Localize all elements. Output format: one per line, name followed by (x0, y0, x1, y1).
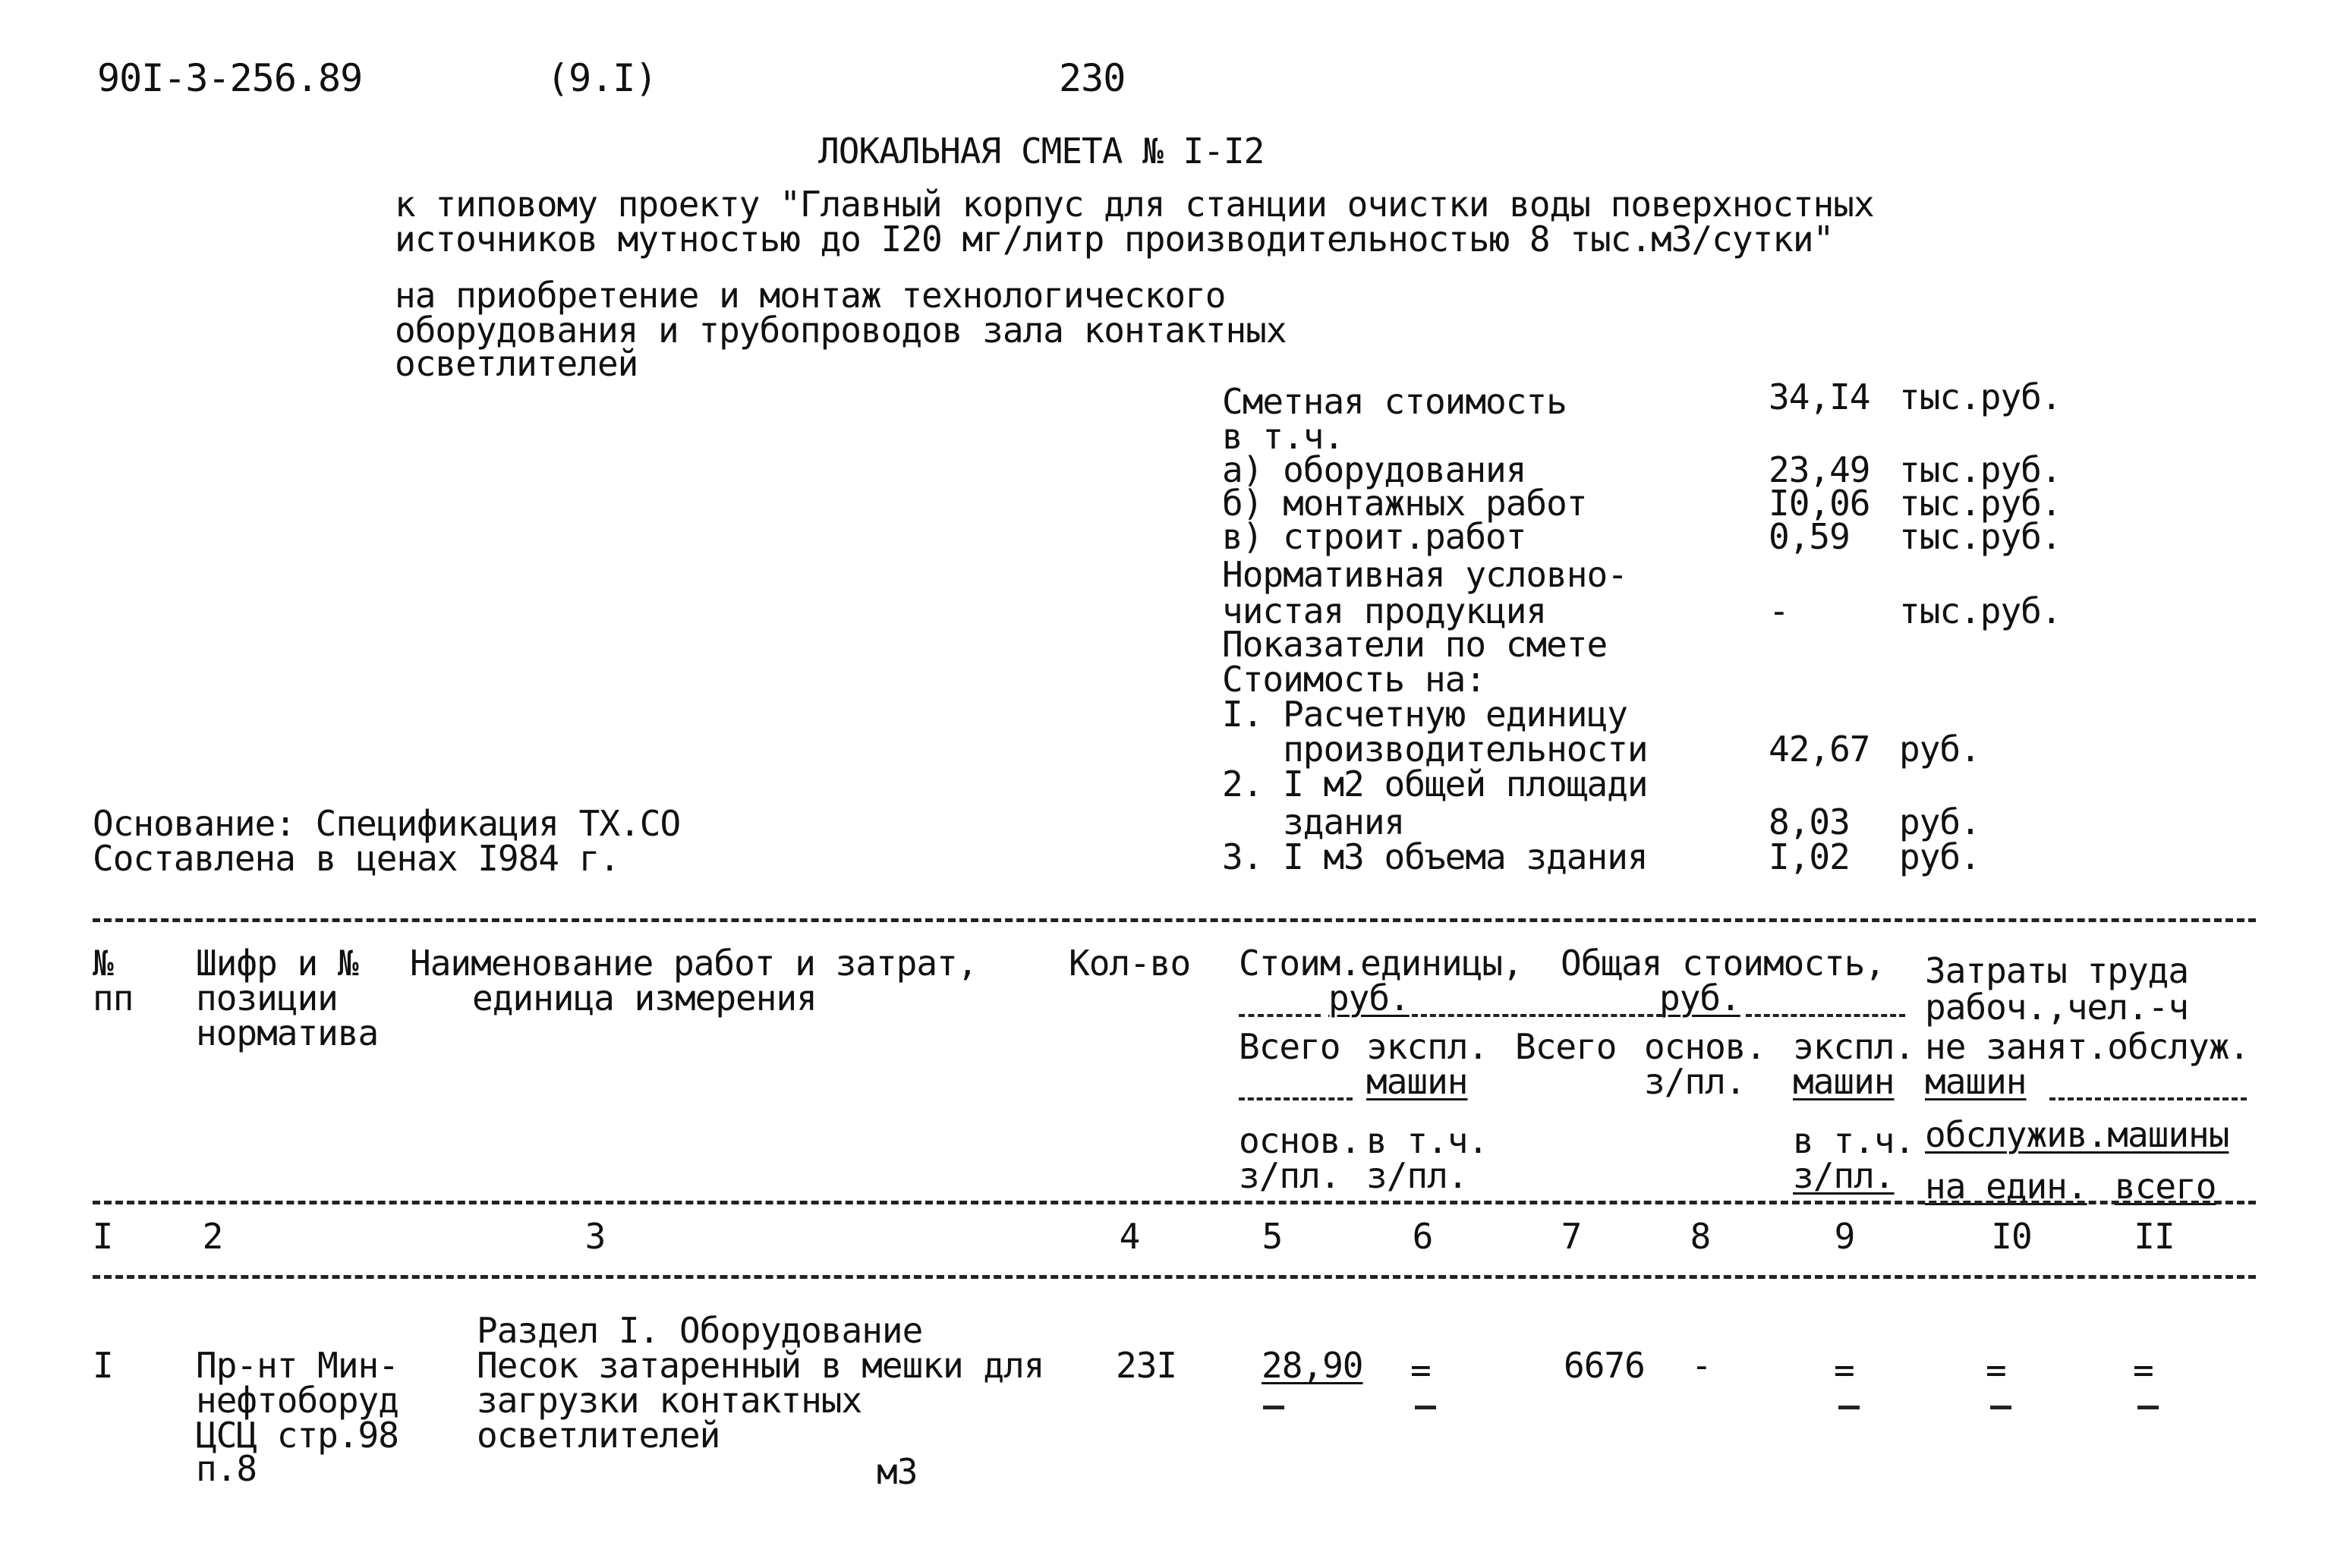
column-number: 6 (1412, 1216, 1433, 1257)
col9-label: машин (1793, 1061, 1895, 1102)
col-num-label: № (93, 943, 113, 984)
summary-unit: тыс.руб. (1899, 483, 2062, 524)
summary-label: 3. I м3 объема здания (1222, 836, 1648, 877)
col-num-label: пп (93, 978, 134, 1019)
album-number: (9.I) (547, 56, 657, 100)
summary-value: 42,67 (1769, 729, 1870, 770)
summary-label: Нормативная условно- (1222, 554, 1627, 595)
col-qty-label: Кол-во (1069, 943, 1191, 984)
summary-value: 0,59 (1769, 516, 1850, 557)
empty-dash (1263, 1406, 1284, 1409)
col-name-label: единица измерения (472, 978, 817, 1019)
dash-rule (1412, 1014, 1662, 1017)
summary-unit: руб. (1899, 729, 1980, 770)
empty-dash (1990, 1406, 2011, 1409)
table-top-rule (93, 918, 2256, 922)
col5-label: Всего (1239, 1026, 1340, 1067)
col5-sub-label: основ. (1239, 1120, 1361, 1161)
price-base-line: Составлена в ценах I984 г. (93, 838, 620, 879)
row-unit: м3 (877, 1451, 918, 1492)
dash-rule (1746, 1014, 1905, 1017)
summary-unit: руб. (1899, 801, 1980, 842)
col6-label: экспл. (1366, 1026, 1488, 1067)
summary-value: - (1769, 590, 1789, 631)
row-total-cost: 6676 (1564, 1345, 1645, 1386)
row-number: I (93, 1345, 113, 1386)
summary-label: 2. I м2 общей площади (1222, 764, 1648, 804)
col6-label: машин (1366, 1061, 1468, 1102)
col-unit-cost-unit: руб. (1328, 978, 1410, 1019)
col-labor-total: всего (2115, 1166, 2216, 1207)
document-code: 90I-3-256.89 (97, 56, 363, 100)
col9-sub-label: в т.ч. (1793, 1120, 1915, 1161)
col8-label: з/пл. (1644, 1061, 1746, 1102)
col-labor-label: не занят.обслуж. (1925, 1026, 2250, 1067)
column-number: 9 (1834, 1216, 1855, 1257)
numbers-bottom-rule (93, 1275, 2256, 1279)
empty-dash (1838, 1406, 1860, 1409)
row-basic-wage: - (1691, 1345, 1712, 1386)
col-labor-label: обслужив.машины (1925, 1114, 2229, 1155)
column-number: 7 (1561, 1216, 1582, 1257)
col9-label: экспл. (1793, 1026, 1915, 1067)
col9-sub-label: з/пл. (1793, 1155, 1895, 1196)
summary-value: 23,49 (1769, 449, 1870, 490)
row-name: Песок затаренный в мешки для (477, 1345, 1044, 1386)
col7-label: Всего (1515, 1026, 1617, 1067)
empty-dash (2137, 1406, 2159, 1409)
row-equal-mark: = (1986, 1349, 2006, 1390)
summary-label: производительности (1222, 729, 1648, 770)
row-equal-mark: = (1410, 1349, 1431, 1390)
col5-sub-label: з/пл. (1239, 1155, 1340, 1196)
row-code: нефтоборуд (196, 1380, 398, 1421)
col-labor-label: Затраты труда (1925, 950, 2189, 991)
col-unit-cost-label: Стоим.единицы, (1239, 943, 1523, 984)
summary-label: I. Расчетную единицу (1222, 694, 1627, 735)
dash-rule (2049, 1097, 2247, 1100)
row-quantity: 23I (1116, 1345, 1177, 1386)
summary-label: в т.ч. (1222, 416, 1344, 457)
summary-unit: тыс.руб. (1899, 590, 2062, 631)
summary-value: 34,I4 (1769, 376, 1870, 417)
summary-label: б) монтажных работ (1222, 483, 1587, 524)
column-number: 2 (202, 1216, 223, 1257)
page-number: 230 (1059, 56, 1126, 100)
column-number: 5 (1262, 1216, 1283, 1257)
project-line-2: источников мутностью до I20 мг/литр производительностью 8 тыс.м3/сутки" (395, 219, 1834, 260)
col-labor-label: машин (1925, 1061, 2027, 1102)
col-code-label: Шифр и № (196, 943, 358, 984)
purpose-line-2: оборудования и трубопроводов зала контактных (395, 310, 1287, 351)
row-equal-mark: = (2133, 1349, 2153, 1390)
dash-rule (1239, 1014, 1321, 1017)
col-total-cost-label: Общая стоимость, (1561, 943, 1885, 984)
row-name: осветлителей (477, 1415, 720, 1456)
summary-unit: руб. (1899, 836, 1980, 877)
section-title: Раздел I. Оборудование (477, 1310, 923, 1351)
column-number: 3 (584, 1216, 606, 1257)
row-code: ЦСЦ стр.98 (196, 1415, 398, 1456)
row-code: Пр-нт Мин- (196, 1345, 398, 1386)
summary-label: здания (1222, 801, 1405, 842)
empty-dash (1415, 1406, 1436, 1409)
summary-label: Стоимость на: (1222, 659, 1486, 700)
summary-label: Показатели по смете (1222, 624, 1608, 665)
summary-label: а) оборудования (1222, 449, 1526, 490)
summary-label: в) строит.работ (1222, 516, 1526, 557)
header-bottom-rule (93, 1201, 2256, 1204)
estimate-title: ЛОКАЛЬНАЯ СМЕТА № I-I2 (818, 131, 1265, 172)
column-number: 4 (1119, 1216, 1140, 1257)
dash-rule (1239, 1097, 1353, 1100)
project-line-1: к типовому проекту "Главный корпус для станции очистки воды поверхностных (395, 184, 1874, 225)
column-number: II (2134, 1216, 2175, 1257)
purpose-line-1: на приобретение и монтаж технологического (395, 275, 1226, 316)
summary-unit: тыс.руб. (1899, 516, 2062, 557)
purpose-line-3: осветлителей (395, 343, 638, 384)
row-name: загрузки контактных (477, 1380, 862, 1421)
row-code: п.8 (196, 1448, 257, 1489)
col6-sub-label: в т.ч. (1366, 1120, 1488, 1161)
col-code-label: норматива (196, 1012, 379, 1053)
column-number: I (92, 1216, 113, 1257)
summary-value: 8,03 (1769, 801, 1850, 842)
summary-label: чистая продукция (1222, 590, 1547, 631)
summary-value: I,02 (1769, 836, 1850, 877)
col-labor-label: рабоч.,чел.-ч (1925, 987, 2189, 1028)
col-labor-per-unit: на един. (1925, 1166, 2087, 1207)
summary-value: I0,06 (1769, 483, 1870, 524)
summary-label: Сметная стоимость (1222, 381, 1567, 422)
summary-unit: тыс.руб. (1899, 376, 2062, 417)
col6-sub-label: з/пл. (1366, 1155, 1468, 1196)
col8-label: основ. (1644, 1026, 1766, 1067)
col-name-label: Наименование работ и затрат, (410, 943, 978, 984)
row-unit-cost: 28,90 (1262, 1345, 1363, 1386)
col-code-label: позиции (196, 978, 338, 1019)
basis-line: Основание: Спецификация ТХ.СО (93, 803, 681, 844)
column-number: 8 (1690, 1216, 1711, 1257)
summary-unit: тыс.руб. (1899, 449, 2062, 490)
col-total-cost-unit: руб. (1659, 978, 1740, 1019)
row-equal-mark: = (1834, 1349, 1854, 1390)
column-number: I0 (1991, 1216, 2032, 1257)
